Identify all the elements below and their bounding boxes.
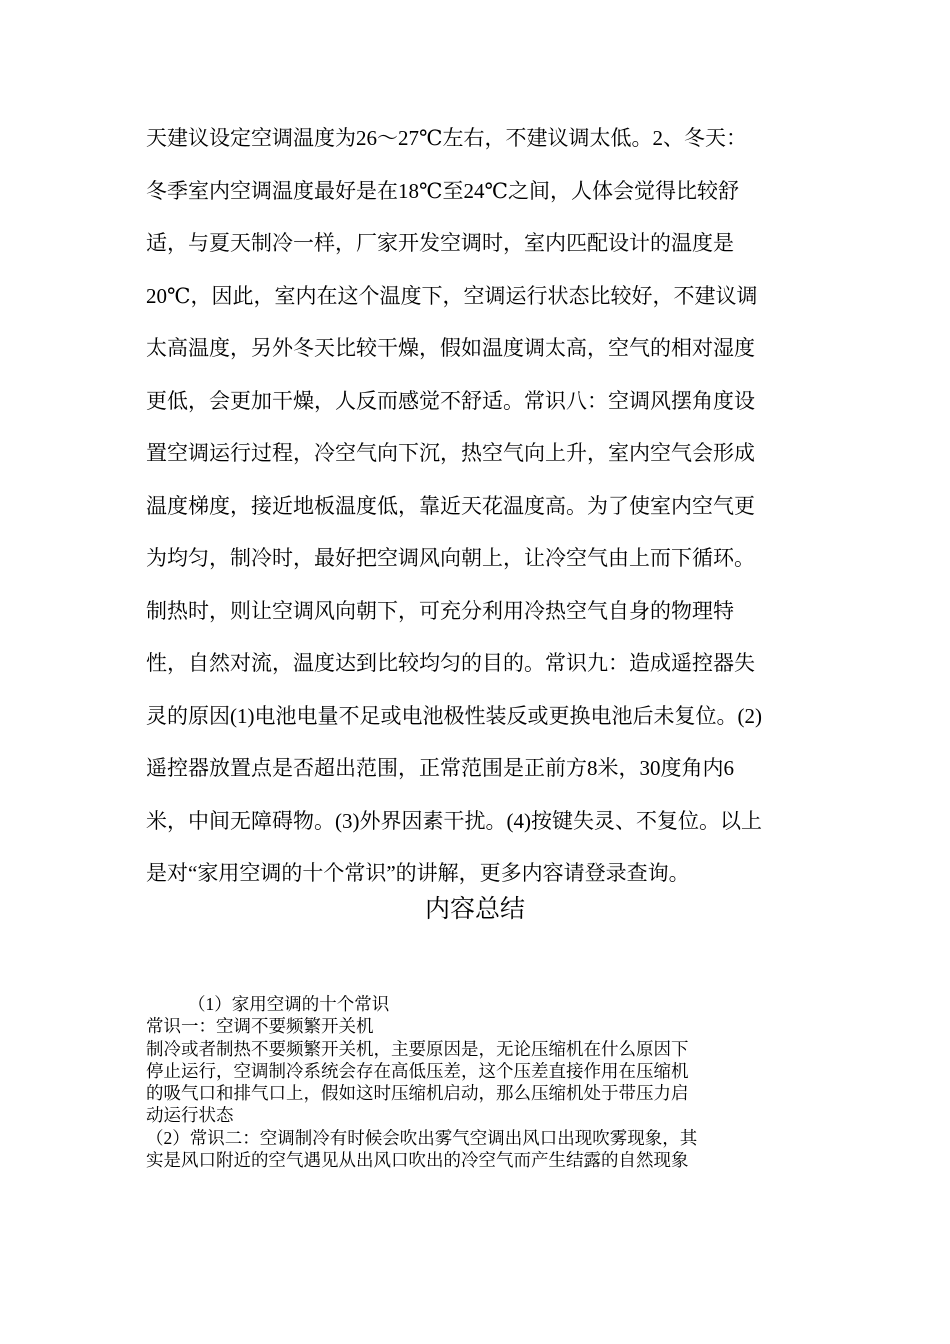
body-line: 冬季室内空调温度最好是在18℃至24℃之间，人体会觉得比较舒 [146, 178, 739, 203]
summary-line: 停止运行，空调制冷系统会存在高低压差，这个压差直接作用在压缩机 [146, 1060, 689, 1081]
summary-line: 动运行状态 [146, 1105, 234, 1126]
body-line: 更低，会更加干燥，人反而感觉不舒适。常识八：空调风摆角度设 [146, 388, 755, 413]
summary-line: （1）家用空调的十个常识 [188, 994, 390, 1014]
body-line: 遥控器放置点是否超出范围，正常范围是正前方8米，30度角内6 [146, 756, 734, 780]
body-line: 制热时，则让空调风向朝下，可充分利用冷热空气自身的物理特 [146, 598, 734, 623]
summary-line: 制冷或者制热不要频繁开关机，主要原因是，无论压缩机在什么原因下 [146, 1038, 689, 1059]
body-line: 太高温度，另外冬天比较干燥，假如温度调太高，空气的相对湿度 [146, 336, 755, 360]
body-line: 是对“家用空调的十个常识”的讲解，更多内容请登录查询。 [146, 861, 690, 885]
body-line: 置空调运行过程，冷空气向下沉，热空气向上升，室内空气会形成 [146, 441, 755, 465]
summary-line: 实是风口附近的空气遇见从出风口吹出的冷空气而产生结露的自然现象 [146, 1150, 689, 1171]
body-line: 灵的原因(1)电池电量不足或电池极性装反或更换电池后未复位。(2) [146, 703, 762, 728]
body-line: 天建议设定空调温度为26～27℃左右，不建议调太低。2、冬天： [146, 126, 747, 150]
summary-heading: 内容总结 [424, 896, 525, 923]
body-line: 性，自然对流，温度达到比较均匀的目的。常识九：造成遥控器失 [146, 651, 755, 675]
summary-line: （2）常识二：空调制冷有时候会吹出雾气空调出风口出现吹雾现象，其 [146, 1127, 698, 1148]
summary-text [146, 993, 806, 1171]
body-line: 为均匀，制冷时，最好把空调风向朝上，让冷空气由上而下循环。 [146, 546, 755, 570]
body-line: 温度梯度，接近地板温度低，靠近天花温度高。为了使室内空气更 [146, 493, 755, 518]
body-line: 米，中间无障碍物。(3)外界因素干扰。(4)按键失灵、不复位。以上 [146, 808, 762, 833]
body-line: 20℃，因此，室内在这个温度下，空调运行状态比较好，不建议调 [146, 283, 758, 308]
body-line: 适，与夏天制冷一样，厂家开发空调时，室内匹配设计的温度是 [146, 231, 734, 255]
summary-line: 的吸气口和排气口上，假如这时压缩机启动，那么压缩机处于带压力启 [146, 1083, 689, 1104]
summary-line: 常识一：空调不要频繁开关机 [146, 1016, 374, 1037]
body-text [146, 112, 806, 900]
